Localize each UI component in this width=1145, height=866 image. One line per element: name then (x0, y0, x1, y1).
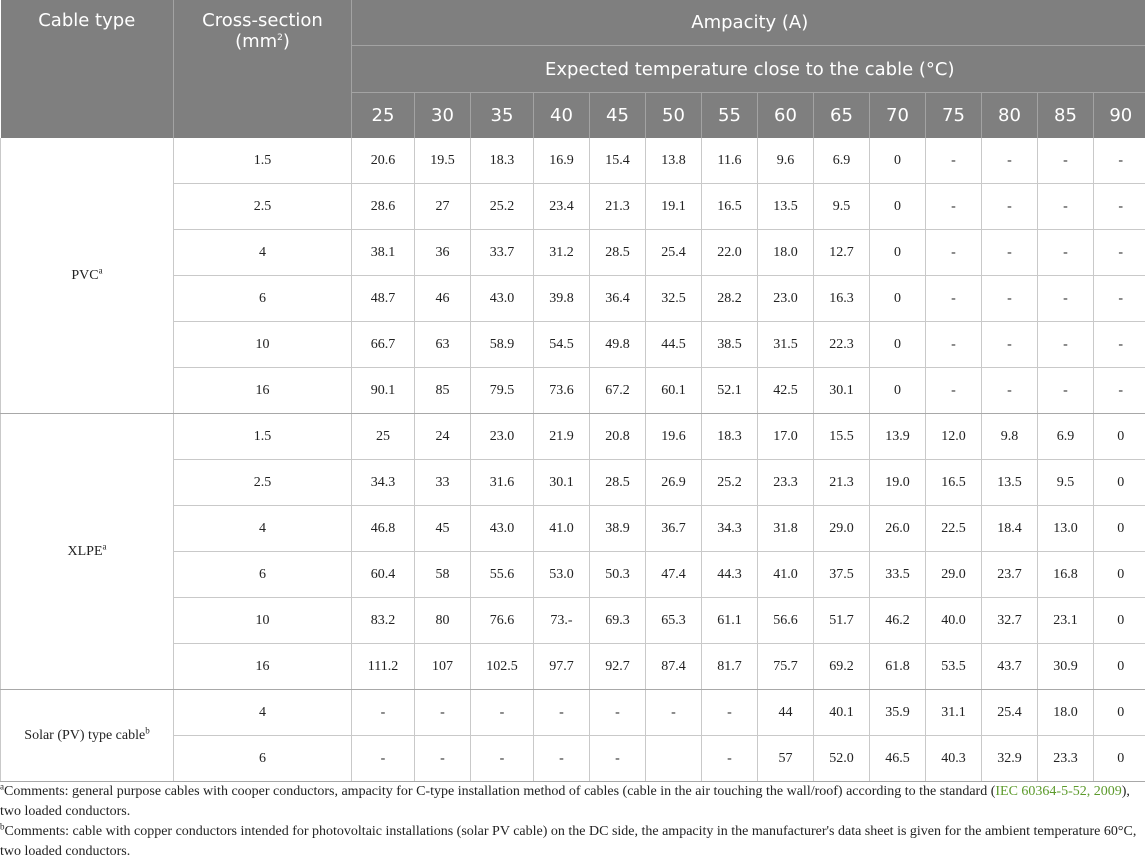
ampacity-value-cell: 53.0 (534, 552, 590, 598)
header-temperature-cell: 80 (982, 93, 1038, 139)
ampacity-value-cell: - (1038, 322, 1094, 368)
ampacity-value-cell: 15.4 (590, 138, 646, 184)
cross-section-cell: 6 (174, 736, 352, 782)
ampacity-value-cell: 92.7 (590, 644, 646, 690)
header-cross-section-unit-suffix: ) (282, 31, 290, 52)
ampacity-value-cell: 18.0 (1038, 690, 1094, 736)
ampacity-value-cell: 31.8 (758, 506, 814, 552)
ampacity-value-cell: 90.1 (352, 368, 415, 414)
ampacity-value-cell: 23.7 (982, 552, 1038, 598)
ampacity-value-cell: 15.5 (814, 414, 870, 460)
ampacity-value-cell: 0 (870, 322, 926, 368)
ampacity-value-cell: 26.9 (646, 460, 702, 506)
ampacity-value-cell: 85 (415, 368, 471, 414)
ampacity-value-cell: 44 (758, 690, 814, 736)
ampacity-value-cell: 33.5 (870, 552, 926, 598)
ampacity-value-cell: 52.0 (814, 736, 870, 782)
header-temperature-cell: 35 (471, 93, 534, 139)
ampacity-value-cell: 20.6 (352, 138, 415, 184)
ampacity-value-cell: 61.1 (702, 598, 758, 644)
cable-type-cell (1, 690, 174, 782)
header-temperature-cell: 30 (415, 93, 471, 139)
ampacity-value-cell: 107 (415, 644, 471, 690)
ampacity-value-cell: 54.5 (534, 322, 590, 368)
ampacity-value-cell: 41.0 (758, 552, 814, 598)
cross-section-cell: 1.5 (174, 414, 352, 460)
ampacity-value-cell: 36.4 (590, 276, 646, 322)
ampacity-value-cell: - (982, 322, 1038, 368)
ampacity-value-cell: 13.5 (982, 460, 1038, 506)
ampacity-value-cell: - (1038, 276, 1094, 322)
ampacity-value-cell: 65.3 (646, 598, 702, 644)
ampacity-value-cell: 60.1 (646, 368, 702, 414)
ampacity-value-cell: - (926, 184, 982, 230)
ampacity-value-cell: 18.3 (702, 414, 758, 460)
ampacity-value-cell: - (590, 690, 646, 736)
ampacity-value-cell: 34.3 (702, 506, 758, 552)
ampacity-value-cell: - (982, 184, 1038, 230)
ampacity-value-cell: 30.1 (534, 460, 590, 506)
ampacity-value-cell: 23.0 (471, 414, 534, 460)
ampacity-value-cell: 23.4 (534, 184, 590, 230)
ampacity-value-cell: 73.- (534, 598, 590, 644)
header-temperature-cell: 85 (1038, 93, 1094, 139)
ampacity-value-cell: 45 (415, 506, 471, 552)
ampacity-value-cell: 50.3 (590, 552, 646, 598)
cross-section-cell: 16 (174, 644, 352, 690)
ampacity-value-cell: 46.8 (352, 506, 415, 552)
ampacity-value-cell: 0 (870, 368, 926, 414)
ampacity-value-cell: - (926, 230, 982, 276)
ampacity-value-cell: 16.8 (1038, 552, 1094, 598)
cable-type-footnote-marker: a (102, 540, 107, 551)
ampacity-value-cell: 61.8 (870, 644, 926, 690)
ampacity-value-cell: 9.5 (814, 184, 870, 230)
ampacity-value-cell: - (982, 276, 1038, 322)
ampacity-value-cell: 0 (1094, 690, 1145, 736)
ampacity-value-cell: 42.5 (758, 368, 814, 414)
ampacity-value-cell: 9.8 (982, 414, 1038, 460)
table-row (1, 138, 1145, 184)
cable-type-footnote-marker: a (98, 264, 103, 275)
ampacity-value-cell: 19.5 (415, 138, 471, 184)
ampacity-value-cell: 67.2 (590, 368, 646, 414)
header-temperature-cell: 90 (1094, 93, 1145, 139)
ampacity-value-cell: 29.0 (814, 506, 870, 552)
ampacity-value-cell: 58 (415, 552, 471, 598)
ampacity-value-cell: 19.1 (646, 184, 702, 230)
ampacity-value-cell: 18.3 (471, 138, 534, 184)
ampacity-value-cell: - (982, 230, 1038, 276)
ampacity-value-cell: 25 (352, 414, 415, 460)
ampacity-value-cell: 25.4 (646, 230, 702, 276)
ampacity-value-cell: 16.9 (534, 138, 590, 184)
ampacity-value-cell: 35.9 (870, 690, 926, 736)
ampacity-value-cell: 73.6 (534, 368, 590, 414)
ampacity-value-cell: 16.3 (814, 276, 870, 322)
ampacity-value-cell: 0 (1094, 736, 1145, 782)
cable-type-name: XLPE (67, 543, 103, 559)
ampacity-value-cell: 13.9 (870, 414, 926, 460)
ampacity-value-cell: 11.6 (702, 138, 758, 184)
ampacity-value-cell: - (1094, 138, 1145, 184)
ampacity-value-cell: 19.0 (870, 460, 926, 506)
ampacity-value-cell: 12.7 (814, 230, 870, 276)
ampacity-value-cell: 28.5 (590, 230, 646, 276)
ampacity-value-cell: - (1038, 230, 1094, 276)
ampacity-value-cell: 0 (870, 138, 926, 184)
header-cross-section-unit-sup: 2 (277, 33, 283, 43)
header-temperature-cell: 55 (702, 93, 758, 139)
ampacity-value-cell: 25.2 (702, 460, 758, 506)
ampacity-value-cell: 31.6 (471, 460, 534, 506)
ampacity-value-cell: 33 (415, 460, 471, 506)
ampacity-value-cell: 36.7 (646, 506, 702, 552)
table-header (1, 0, 1145, 138)
ampacity-value-cell: 12.0 (926, 414, 982, 460)
ampacity-value-cell: - (534, 690, 590, 736)
ampacity-value-cell: 66.7 (352, 322, 415, 368)
table-row (1, 690, 1145, 736)
ampacity-value-cell: - (352, 736, 415, 782)
ampacity-value-cell: 34.3 (352, 460, 415, 506)
ampacity-value-cell (646, 736, 702, 782)
footnote-a (0, 782, 1145, 822)
ampacity-value-cell: 79.5 (471, 368, 534, 414)
ampacity-value-cell: 13.8 (646, 138, 702, 184)
ampacity-value-cell: 31.5 (758, 322, 814, 368)
header-temperature-cell: 65 (814, 93, 870, 139)
cable-type-cell (1, 414, 174, 690)
ampacity-value-cell: 27 (415, 184, 471, 230)
ampacity-value-cell: 0 (1094, 506, 1145, 552)
ampacity-value-cell: 6.9 (1038, 414, 1094, 460)
ampacity-value-cell: 46.5 (870, 736, 926, 782)
ampacity-value-cell: 39.8 (534, 276, 590, 322)
ampacity-value-cell: 23.1 (1038, 598, 1094, 644)
ampacity-value-cell: 24 (415, 414, 471, 460)
ampacity-value-cell: - (471, 690, 534, 736)
header-temperature-cell: 45 (590, 93, 646, 139)
ampacity-value-cell: 38.9 (590, 506, 646, 552)
ampacity-value-cell: 32.7 (982, 598, 1038, 644)
ampacity-value-cell: 0 (1094, 414, 1145, 460)
footnote-b-marker: b (0, 821, 5, 832)
ampacity-value-cell: - (982, 138, 1038, 184)
ampacity-value-cell: 60.4 (352, 552, 415, 598)
ampacity-value-cell: 0 (1094, 644, 1145, 690)
ampacity-value-cell: 63 (415, 322, 471, 368)
table-body (1, 138, 1145, 782)
ampacity-value-cell: 40.0 (926, 598, 982, 644)
ampacity-value-cell: 31.2 (534, 230, 590, 276)
ampacity-value-cell: 18.0 (758, 230, 814, 276)
ampacity-value-cell: 21.9 (534, 414, 590, 460)
ampacity-value-cell: 80 (415, 598, 471, 644)
ampacity-value-cell: - (1038, 184, 1094, 230)
cable-type-name: PVC (71, 267, 99, 283)
ampacity-value-cell: 55.6 (471, 552, 534, 598)
footnote-b-text: Comments: cable with copper conductors intended for photovoltaic installations (solar PV cable) on the DC side, the ampacity in the manufacturer's data sheet is given for the ambient temperature 60°C, two loaded conductors. (0, 824, 1137, 859)
ampacity-value-cell: 6.9 (814, 138, 870, 184)
ampacity-value-cell: 43.0 (471, 506, 534, 552)
ampacity-value-cell: 21.3 (590, 184, 646, 230)
ampacity-value-cell: 31.1 (926, 690, 982, 736)
ampacity-value-cell: 41.0 (534, 506, 590, 552)
cross-section-cell: 16 (174, 368, 352, 414)
ampacity-value-cell: 38.5 (702, 322, 758, 368)
ampacity-value-cell: 97.7 (534, 644, 590, 690)
ampacity-value-cell: - (926, 368, 982, 414)
ampacity-value-cell: - (352, 690, 415, 736)
ampacity-value-cell: 28.5 (590, 460, 646, 506)
ampacity-value-cell: - (1038, 138, 1094, 184)
ampacity-value-cell: - (646, 690, 702, 736)
ampacity-value-cell: 30.1 (814, 368, 870, 414)
cross-section-cell: 1.5 (174, 138, 352, 184)
ampacity-value-cell: - (590, 736, 646, 782)
footnote-b (0, 822, 1145, 862)
ampacity-value-cell: 83.2 (352, 598, 415, 644)
ampacity-value-cell: 58.9 (471, 322, 534, 368)
ampacity-value-cell: 69.2 (814, 644, 870, 690)
header-ampacity: Ampacity (A) (352, 0, 1145, 46)
ampacity-value-cell: 56.6 (758, 598, 814, 644)
cross-section-cell: 6 (174, 552, 352, 598)
header-cross-section-unit-prefix: (mm (235, 31, 278, 52)
ampacity-value-cell: 30.9 (1038, 644, 1094, 690)
ampacity-value-cell: - (415, 690, 471, 736)
ampacity-value-cell: 25.4 (982, 690, 1038, 736)
ampacity-value-cell: 51.7 (814, 598, 870, 644)
header-temperature-cell: 40 (534, 93, 590, 139)
ampacity-value-cell: 18.4 (982, 506, 1038, 552)
cross-section-cell: 10 (174, 598, 352, 644)
ampacity-value-cell: 44.5 (646, 322, 702, 368)
ampacity-value-cell: 25.2 (471, 184, 534, 230)
ampacity-value-cell: 23.3 (758, 460, 814, 506)
ampacity-value-cell: - (1094, 184, 1145, 230)
ampacity-value-cell: 0 (870, 276, 926, 322)
ampacity-value-cell: 75.7 (758, 644, 814, 690)
ampacity-value-cell: 32.9 (982, 736, 1038, 782)
ampacity-value-cell: 16.5 (926, 460, 982, 506)
cross-section-cell: 4 (174, 230, 352, 276)
ampacity-value-cell: - (702, 736, 758, 782)
ampacity-value-cell: - (1094, 230, 1145, 276)
cable-type-cell (1, 138, 174, 414)
ampacity-value-cell: 32.5 (646, 276, 702, 322)
ampacity-value-cell: 0 (870, 230, 926, 276)
ampacity-value-cell: 43.7 (982, 644, 1038, 690)
ampacity-value-cell: 87.4 (646, 644, 702, 690)
ampacity-value-cell: 13.0 (1038, 506, 1094, 552)
ampacity-value-cell: - (1038, 368, 1094, 414)
ampacity-value-cell: 111.2 (352, 644, 415, 690)
ampacity-value-cell: 52.1 (702, 368, 758, 414)
ampacity-value-cell: 0 (1094, 460, 1145, 506)
ampacity-value-cell: 46.2 (870, 598, 926, 644)
ampacity-value-cell: - (702, 690, 758, 736)
table-row (1, 414, 1145, 460)
ampacity-value-cell: - (926, 276, 982, 322)
ampacity-value-cell: 19.6 (646, 414, 702, 460)
ampacity-value-cell: 69.3 (590, 598, 646, 644)
ampacity-value-cell: 29.0 (926, 552, 982, 598)
ampacity-value-cell: - (1094, 276, 1145, 322)
ampacity-value-cell: 28.6 (352, 184, 415, 230)
header-expected-temperature: Expected temperature close to the cable (°C) (352, 46, 1145, 93)
ampacity-value-cell: 33.7 (471, 230, 534, 276)
ampacity-value-cell: 40.1 (814, 690, 870, 736)
cable-type-name: Solar (PV) type cable (24, 727, 146, 743)
header-temperature-cell: 25 (352, 93, 415, 139)
ampacity-value-cell: - (926, 138, 982, 184)
ampacity-value-cell: 0 (870, 184, 926, 230)
header-temperature-cell: 60 (758, 93, 814, 139)
ampacity-value-cell: 26.0 (870, 506, 926, 552)
ampacity-value-cell: 22.0 (702, 230, 758, 276)
ampacity-value-cell: 16.5 (702, 184, 758, 230)
ampacity-value-cell: 23.3 (1038, 736, 1094, 782)
header-cross-section-label: Cross-section (202, 10, 323, 31)
ampacity-value-cell: 53.5 (926, 644, 982, 690)
cross-section-cell: 4 (174, 690, 352, 736)
ampacity-value-cell: 9.5 (1038, 460, 1094, 506)
cross-section-cell: 4 (174, 506, 352, 552)
header-cable-type: Cable type (1, 0, 174, 138)
ampacity-value-cell: 22.5 (926, 506, 982, 552)
ampacity-value-cell: 36 (415, 230, 471, 276)
ampacity-value-cell: 37.5 (814, 552, 870, 598)
ampacity-value-cell: 47.4 (646, 552, 702, 598)
ampacity-value-cell: - (982, 368, 1038, 414)
ampacity-value-cell: 76.6 (471, 598, 534, 644)
ampacity-value-cell: 13.5 (758, 184, 814, 230)
ampacity-value-cell: 102.5 (471, 644, 534, 690)
ampacity-value-cell: 57 (758, 736, 814, 782)
ampacity-value-cell: 38.1 (352, 230, 415, 276)
ampacity-value-cell: - (1094, 368, 1145, 414)
cross-section-cell: 10 (174, 322, 352, 368)
footnote-a-reference-link[interactable]: IEC 60364-5-52, 2009 (995, 784, 1122, 799)
ampacity-value-cell: 46 (415, 276, 471, 322)
ampacity-value-cell: 22.3 (814, 322, 870, 368)
cross-section-cell: 2.5 (174, 184, 352, 230)
ampacity-value-cell: - (471, 736, 534, 782)
ampacity-value-cell: 9.6 (758, 138, 814, 184)
ampacity-value-cell: 20.8 (590, 414, 646, 460)
header-temperature-cell: 70 (870, 93, 926, 139)
ampacity-value-cell: 23.0 (758, 276, 814, 322)
cross-section-cell: 6 (174, 276, 352, 322)
footnote-a-marker: a (0, 781, 4, 792)
ampacity-value-cell: 49.8 (590, 322, 646, 368)
ampacity-value-cell: - (415, 736, 471, 782)
cable-type-footnote-marker: b (145, 724, 150, 735)
ampacity-value-cell: 21.3 (814, 460, 870, 506)
ampacity-value-cell: 48.7 (352, 276, 415, 322)
ampacity-value-cell: 44.3 (702, 552, 758, 598)
ampacity-value-cell: - (1094, 322, 1145, 368)
ampacity-value-cell: 17.0 (758, 414, 814, 460)
table-footnotes (0, 782, 1145, 862)
header-temperature-cell: 50 (646, 93, 702, 139)
cross-section-cell: 2.5 (174, 460, 352, 506)
ampacity-value-cell: 40.3 (926, 736, 982, 782)
ampacity-value-cell: - (926, 322, 982, 368)
ampacity-value-cell: - (534, 736, 590, 782)
header-cross-section (174, 0, 352, 138)
footnote-a-text-after: ), two loaded conductors. (0, 784, 1130, 819)
ampacity-value-cell: 28.2 (702, 276, 758, 322)
footnote-a-text-before: Comments: general purpose cables with cooper conductors, ampacity for C-type installation method of cables (cable in the air touching the wall/roof) according to the standard ( (4, 784, 996, 799)
header-temperature-cell: 75 (926, 93, 982, 139)
ampacity-value-cell: 43.0 (471, 276, 534, 322)
ampacity-value-cell: 81.7 (702, 644, 758, 690)
ampacity-value-cell: 0 (1094, 598, 1145, 644)
ampacity-value-cell: 0 (1094, 552, 1145, 598)
